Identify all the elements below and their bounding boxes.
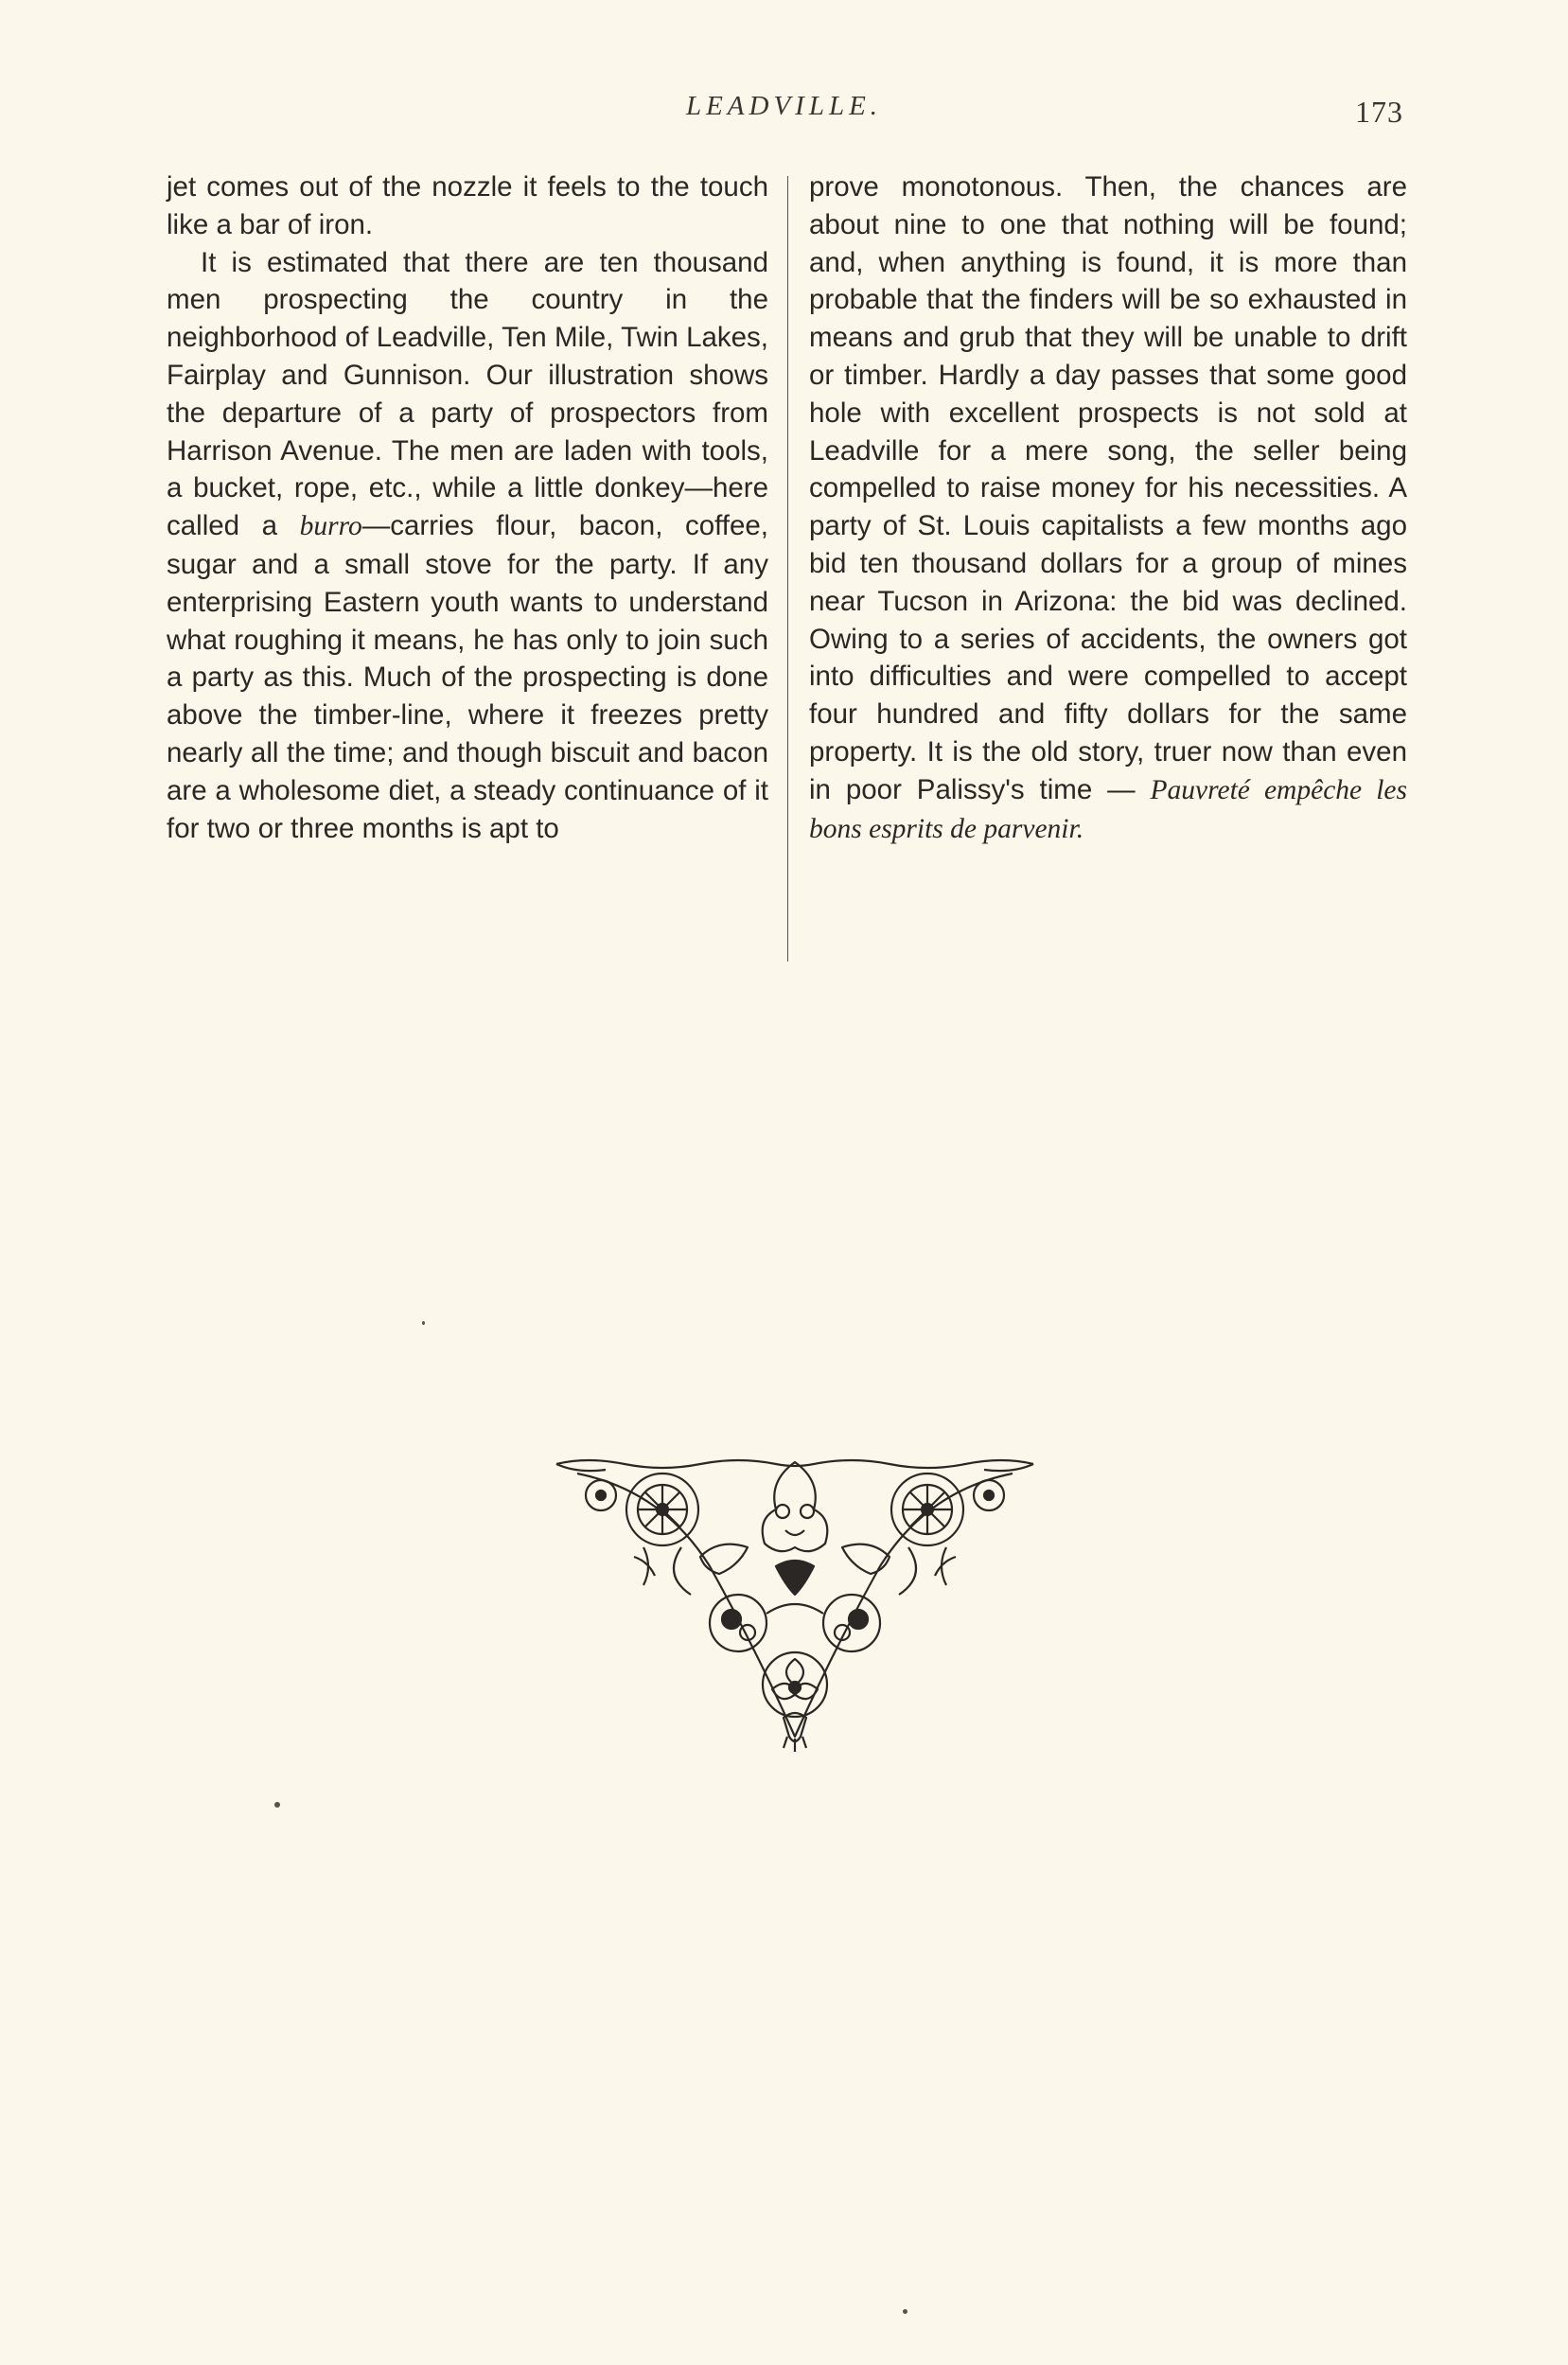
paragraph-text: —carries flour, bacon, coffee, sugar and a small stove for the party. If any enterprising Eastern youth wants to understand what roughing it means, he has only to join such a party as this. Much of the prospecting is done above the timber-line, where it freezes pretty nearly all the time; and though biscuit and bacon are a wholesome diet, a steady continuance of it for two or three months is apt to xyxy=(167,510,768,844)
italic-quote: Pauvreté empêche les bons esprits de parvenir. xyxy=(809,774,1407,844)
paragraph-text: It is estimated that there are ten thousand men prospecting the country in the neighborhood of Leadville, Ten Mile, Twin Lakes, Fairplay and Gunnison. Our illustration shows the departure of a party of prospectors from Harrison Avenue. The men are laden with tools, a bucket, rope, etc., while a little donkey—here called a xyxy=(167,246,768,542)
paper-speck xyxy=(274,1802,280,1808)
column-divider xyxy=(787,176,788,962)
paragraph-text: prove monotonous. Then, the chances are about nine to one that nothing will be found; and, when anything is found, it is more than probable that the finders will be so exhausted in means and grub that they will be unable to drift or timber. Hardly a day passes that some good hole with excellent prospects is not sold at Leadville for a mere song, the seller being compelled to raise money for his necessities. A party of St. Louis capitalists a few months ago bid ten thousand dollars for a group of mines near Tucson in Arizona: the bid was declined. Owing to a series of accidents, the owners got into difficulties and were compelled to accept four hundred and fifty dollars for the same property. It is the old story, truer now than even in poor Palissy's time — xyxy=(809,171,1407,805)
left-column xyxy=(167,168,768,847)
floral-tailpiece-ornament-icon xyxy=(549,1453,1041,1756)
page-number: 173 xyxy=(1355,95,1403,129)
paper-speck xyxy=(422,1321,425,1325)
right-column xyxy=(809,168,1407,848)
paper-speck xyxy=(903,2309,907,2314)
paragraph-prospecting xyxy=(167,244,768,848)
running-title: LEADVILLE. xyxy=(685,91,883,121)
italic-term: burro xyxy=(299,511,362,542)
paragraph-continuation xyxy=(809,168,1407,848)
paragraph-continued: jet comes out of the nozzle it feels to the touch like a bar of iron. xyxy=(167,171,768,240)
